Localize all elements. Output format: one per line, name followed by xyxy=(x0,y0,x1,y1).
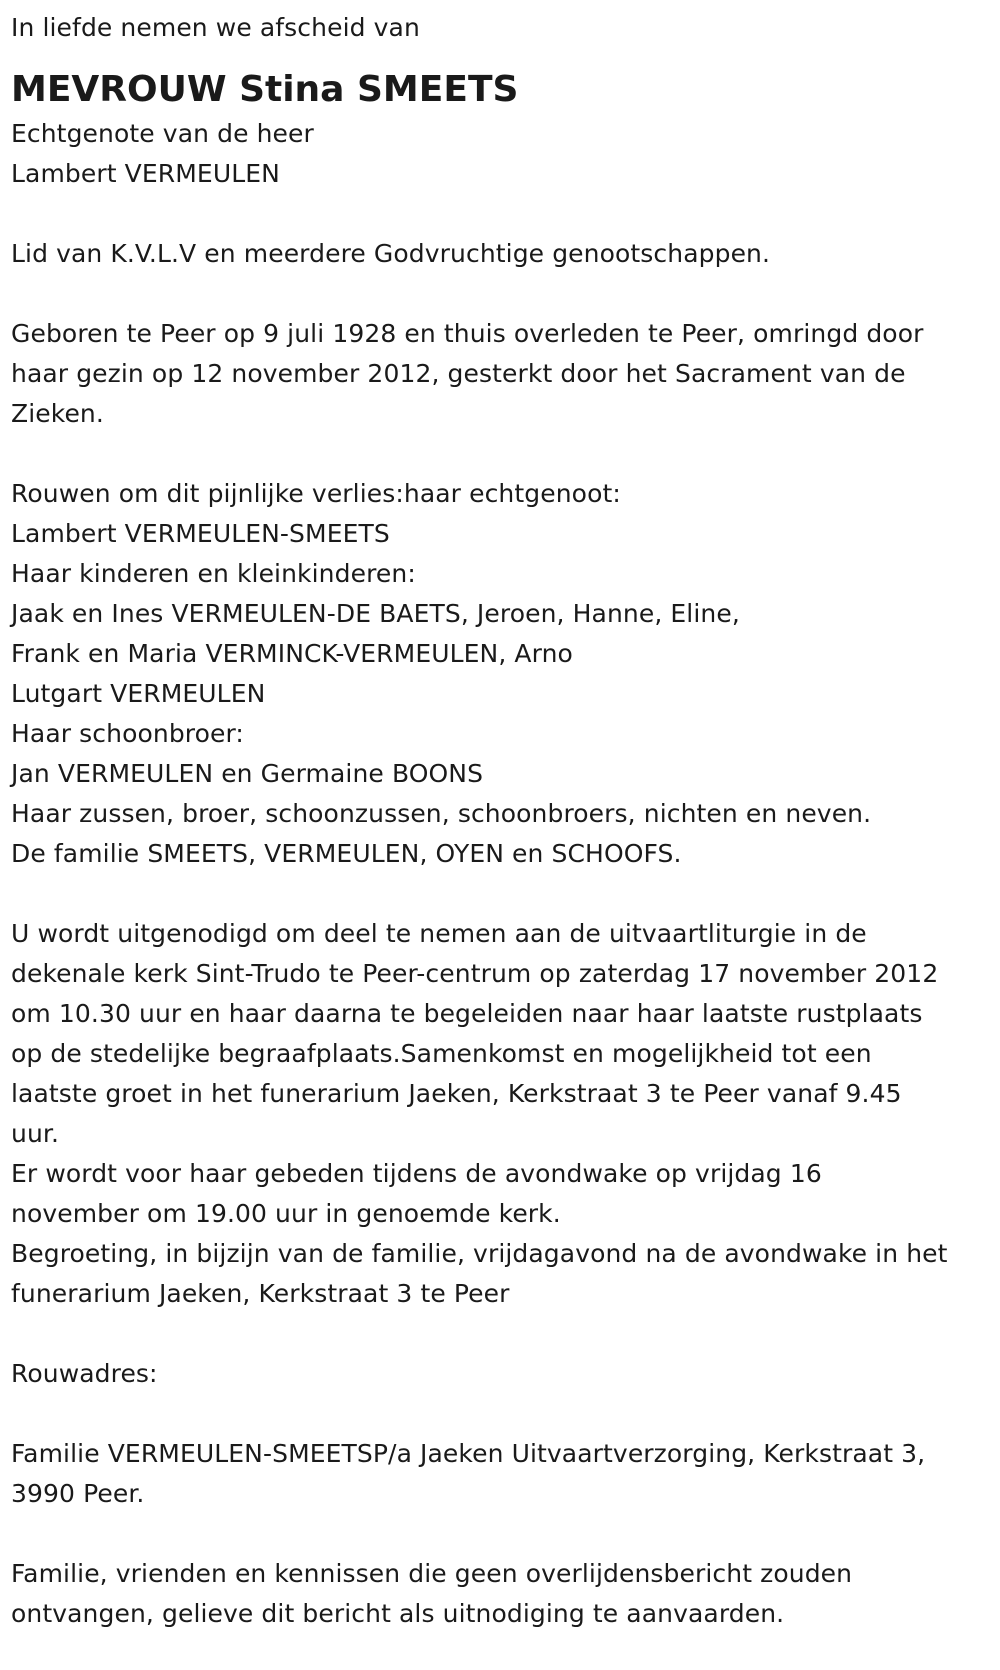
closing-line: ontvangen, gelieve dit bericht als uitnodiging te aanvaarden. xyxy=(11,1599,785,1628)
paragraph-line: dekenale kerk Sint-Trudo te Peer-centrum op zaterdag 17 november 2012 xyxy=(11,959,939,988)
address-line: 3990 Peer. xyxy=(11,1479,145,1508)
mourner-line: Lutgart VERMEULEN xyxy=(11,679,266,708)
deceased-name: MEVROUW Stina SMEETS xyxy=(11,69,519,110)
spacer xyxy=(11,1514,990,1554)
spacer xyxy=(11,274,990,314)
spacer xyxy=(11,874,990,914)
paragraph-line: U wordt uitgenodigd om deel te nemen aan de uitvaartliturgie in de xyxy=(11,919,867,948)
spacer xyxy=(11,1314,990,1354)
spacer xyxy=(11,434,990,474)
spouse-line-1: Echtgenote van de heer xyxy=(11,119,314,148)
mourners-list xyxy=(11,474,990,874)
mourner-line: Frank en Maria VERMINCK-VERMEULEN, Arno xyxy=(11,639,573,668)
closing-line: Familie, vrienden en kennissen die geen overlijdensbericht zouden xyxy=(11,1559,853,1588)
paragraph-line: november om 19.00 uur in genoemde kerk. xyxy=(11,1199,561,1228)
paragraph-line: Begroeting, in bijzijn van de familie, vrijdagavond na de avondwake in het xyxy=(11,1239,948,1268)
address-label: Rouwadres: xyxy=(11,1359,158,1388)
spouse-line-2: Lambert VERMEULEN xyxy=(11,159,280,188)
spacer xyxy=(11,1394,990,1434)
mourner-line: Haar kinderen en kleinkinderen: xyxy=(11,559,416,588)
paragraph-line: op de stedelijke begraafplaats.Samenkomst en mogelijkheid tot een xyxy=(11,1039,872,1068)
intro-line: In liefde nemen we afscheid van xyxy=(11,13,420,42)
paragraph-line: funerarium Jaeken, Kerkstraat 3 te Peer xyxy=(11,1279,510,1308)
mourner-line: Lambert VERMEULEN-SMEETS xyxy=(11,519,390,548)
membership-line: Lid van K.V.L.V en meerdere Godvruchtige genootschappen. xyxy=(11,239,771,268)
closing-paragraph xyxy=(11,1554,990,1634)
address-line: Familie VERMEULEN-SMEETSP/a Jaeken Uitvaartverzorging, Kerkstraat 3, xyxy=(11,1439,926,1468)
paragraph-line: laatste groet in het funerarium Jaeken, Kerkstraat 3 te Peer vanaf 9.45 xyxy=(11,1079,902,1108)
paragraph-line: Er wordt voor haar gebeden tijdens de avondwake op vrijdag 16 xyxy=(11,1159,822,1188)
paragraph-line: om 10.30 uur en haar daarna te begeleiden naar haar laatste rustplaats xyxy=(11,999,923,1028)
paragraph-line: Zieken. xyxy=(11,399,104,428)
mourner-line: Jaak en Ines VERMEULEN-DE BAETS, Jeroen, Hanne, Eline, xyxy=(11,599,740,628)
spacer xyxy=(11,194,990,234)
mourner-line: Rouwen om dit pijnlijke verlies:haar echtgenoot: xyxy=(11,479,621,508)
mourner-line: Jan VERMEULEN en Germaine BOONS xyxy=(11,759,484,788)
mourner-line: Haar schoonbroer: xyxy=(11,719,244,748)
paragraph-line: haar gezin op 12 november 2012, gesterkt door het Sacrament van de xyxy=(11,359,906,388)
mourner-line: De familie SMEETS, VERMEULEN, OYEN en SCHOOFS. xyxy=(11,839,682,868)
mourner-line: Haar zussen, broer, schoonzussen, schoonbroers, nichten en neven. xyxy=(11,799,872,828)
address-paragraph xyxy=(11,1434,990,1514)
paragraph-line: uur. xyxy=(11,1119,60,1148)
paragraph-line: Geboren te Peer op 9 juli 1928 en thuis overleden te Peer, omringd door xyxy=(11,319,924,348)
funeral-details-paragraph xyxy=(11,914,990,1314)
birth-death-paragraph xyxy=(11,314,990,434)
